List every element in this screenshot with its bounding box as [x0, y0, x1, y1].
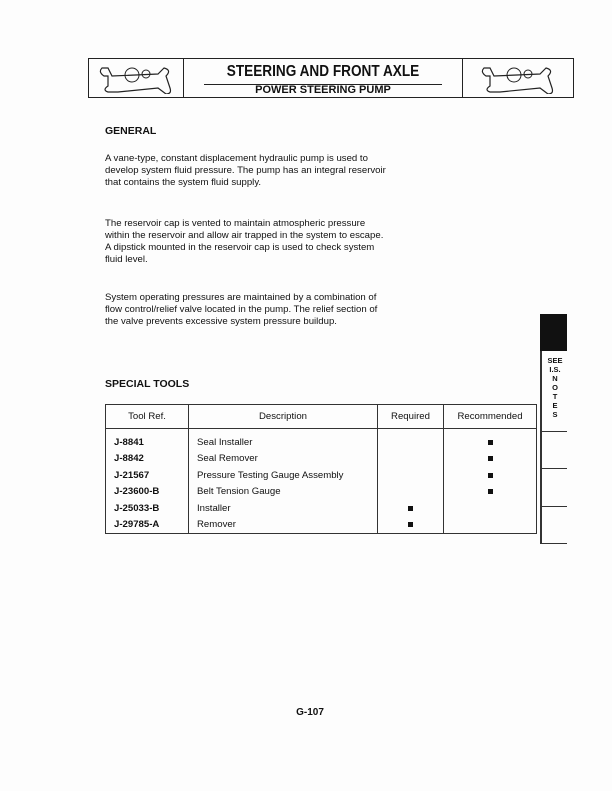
tab-divider [541, 506, 567, 507]
tab-divider [541, 468, 567, 469]
general-heading: GENERAL [105, 125, 157, 137]
table-row [106, 429, 537, 451]
tool-description: Seal Installer [189, 429, 378, 451]
check-mark-icon [488, 489, 493, 494]
page-header [88, 58, 574, 98]
see-is-notes-label [543, 356, 567, 419]
column-header: Description [189, 405, 378, 429]
side-tab-text: N [552, 374, 558, 383]
section-tab-marker [540, 314, 567, 351]
table-row [106, 451, 537, 468]
tool-ref: J-8842 [106, 451, 189, 468]
side-tab-text: SEE [547, 356, 563, 365]
tool-description: Belt Tension Gauge [189, 484, 378, 501]
special-tools-table [105, 404, 537, 534]
required-cell [378, 500, 444, 517]
tool-description: Pressure Testing Gauge Assembly [189, 467, 378, 484]
check-mark-icon [488, 440, 493, 445]
section-title: STEERING AND FRONT AXLE [204, 59, 442, 85]
tab-divider [540, 351, 542, 544]
column-header: Tool Ref. [106, 405, 189, 429]
tool-ref: J-8841 [106, 429, 189, 451]
tool-ref: J-21567 [106, 467, 189, 484]
tab-divider [541, 431, 567, 432]
required-cell [378, 467, 444, 484]
side-tab-text: S [552, 410, 558, 419]
recommended-cell [444, 467, 537, 484]
required-cell [378, 484, 444, 501]
check-mark-icon [488, 473, 493, 478]
special-tools-heading: SPECIAL TOOLS [105, 378, 190, 390]
table-row [106, 500, 537, 517]
tool-description: Seal Remover [189, 451, 378, 468]
section-subtitle: POWER STEERING PUMP [255, 84, 391, 96]
recommended-cell [444, 451, 537, 468]
recommended-cell [444, 517, 537, 534]
front-axle-illustration-icon [462, 59, 573, 97]
table-row [106, 467, 537, 484]
general-paragraph: A vane-type, constant displacement hydraulic pump is used to develop system fluid pressure. The pump has an integral reservoir that contains the system fluid supply. [105, 153, 386, 188]
required-cell [378, 451, 444, 468]
side-tab-text: I.S. [549, 365, 561, 374]
tool-description: Installer [189, 500, 378, 517]
tool-ref: J-29785-A [106, 517, 189, 534]
check-mark-icon [488, 456, 493, 461]
column-header: Required [378, 405, 444, 429]
front-axle-illustration-icon [89, 59, 184, 97]
recommended-cell [444, 429, 537, 451]
column-header: Recommended [444, 405, 537, 429]
side-tab-text: O [552, 383, 558, 392]
table-header-row [106, 405, 537, 429]
tool-description: Remover [189, 517, 378, 534]
tab-divider [541, 543, 567, 544]
side-tab-text: T [552, 392, 558, 401]
tool-ref: J-25033-B [106, 500, 189, 517]
recommended-cell [444, 500, 537, 517]
page-number: G-107 [296, 707, 324, 718]
general-paragraph: The reservoir cap is vented to maintain atmospheric pressure within the reservoir and allow air trapped in the system to escape. A dipstick mounted in the reservoir cap is used to check system fluid level. [105, 218, 384, 265]
required-cell [378, 517, 444, 534]
tool-ref: J-23600-B [106, 484, 189, 501]
check-mark-icon [408, 522, 413, 527]
table-row [106, 484, 537, 501]
required-cell [378, 429, 444, 451]
table-row [106, 517, 537, 534]
check-mark-icon [408, 506, 413, 511]
general-paragraph: System operating pressures are maintained by a combination of flow control/relief valve located in the pump. The relief section of the valve prevents excessive system pressure buildup. [105, 292, 378, 327]
recommended-cell [444, 484, 537, 501]
side-tab-text: E [552, 401, 558, 410]
